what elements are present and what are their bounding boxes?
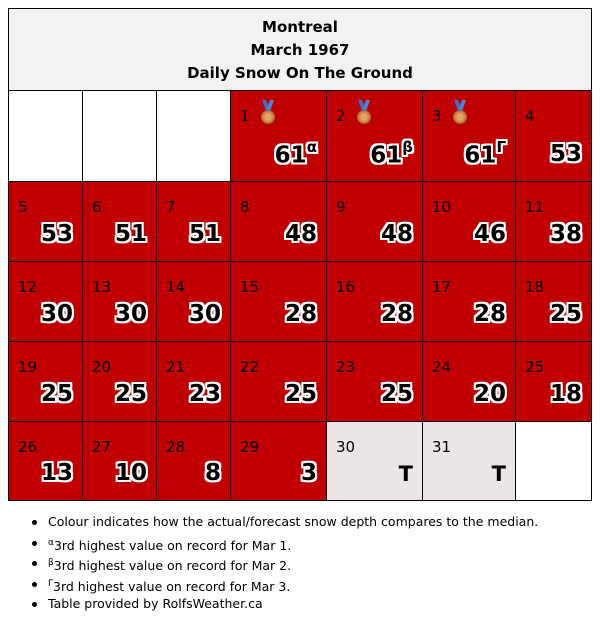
snow-depth-value	[41, 221, 73, 247]
day-number: 5	[18, 198, 28, 216]
snow-depth-value	[474, 221, 506, 247]
snow-depth-number: 18	[549, 381, 582, 407]
snow-depth-number: 25	[114, 381, 147, 407]
day-cell	[9, 342, 83, 422]
bronze-medal-icon	[447, 99, 473, 125]
day-cell	[423, 422, 516, 500]
day-cell	[157, 182, 231, 262]
snow-depth-number: 48	[284, 221, 317, 247]
snow-depth-value	[285, 301, 317, 327]
day-number: 10	[432, 198, 452, 216]
snow-depth-value	[301, 460, 317, 486]
calendar-header	[9, 9, 591, 91]
snow-depth-number: 25	[40, 381, 73, 407]
day-number: 1	[240, 107, 250, 125]
day-number: 9	[336, 198, 346, 216]
day-cell	[327, 342, 423, 422]
day-number: 13	[92, 278, 112, 296]
day-number: 2	[336, 107, 346, 125]
footnote-text: Colour indicates how the actual/forecast snow depth compares to the median.	[48, 514, 539, 529]
snow-depth-value	[381, 221, 413, 247]
snow-depth-value	[550, 221, 582, 247]
snow-depth-value	[285, 221, 317, 247]
day-number: 30	[336, 438, 356, 456]
day-cell	[9, 262, 83, 342]
day-cell	[231, 182, 327, 262]
day-cell	[423, 91, 516, 182]
footnote-text: Table provided by RolfsWeather.ca	[48, 596, 263, 611]
snow-depth-number: 53	[40, 221, 73, 247]
day-cell	[83, 182, 157, 262]
snow-depth-number: 61	[464, 143, 497, 169]
snow-depth-value	[550, 141, 582, 167]
snow-depth-value	[189, 381, 221, 407]
snow-depth-number: 23	[188, 381, 221, 407]
empty-day-cell	[157, 91, 231, 182]
day-number: 31	[432, 438, 452, 456]
snow-depth-value	[41, 381, 73, 407]
day-cell	[83, 422, 157, 500]
snow-depth-number: 10	[114, 460, 147, 486]
day-cell	[231, 342, 327, 422]
snow-depth-value	[464, 140, 506, 169]
footnote-text: 3rd highest value on record for Mar 2.	[53, 558, 292, 574]
day-number: 14	[166, 278, 186, 296]
snow-depth-value	[381, 301, 413, 327]
snow-depth-value	[115, 221, 147, 247]
day-cell	[231, 422, 327, 500]
snow-depth-number: 30	[40, 301, 73, 327]
snow-depth-value	[41, 301, 73, 327]
footnote-item	[26, 533, 586, 554]
footnote-item	[26, 553, 586, 574]
day-cell	[327, 91, 423, 182]
snow-depth-number: 30	[188, 301, 221, 327]
snow-depth-value	[550, 381, 582, 407]
snow-depth-value	[492, 462, 506, 486]
snow-depth-number: 46	[473, 221, 506, 247]
day-cell	[157, 262, 231, 342]
day-number: 8	[240, 198, 250, 216]
day-cell	[83, 342, 157, 422]
day-number: 3	[432, 107, 442, 125]
snow-depth-number: 28	[473, 301, 506, 327]
record-footnote-marker: Γ	[496, 138, 506, 157]
day-number: 7	[166, 198, 176, 216]
footnote-item	[26, 594, 586, 615]
day-cell	[83, 262, 157, 342]
snow-depth-number: 25	[284, 381, 317, 407]
day-number: 24	[432, 358, 452, 376]
day-number: 18	[525, 278, 545, 296]
day-cell	[157, 422, 231, 500]
snow-depth-value	[115, 381, 147, 407]
snow-depth-value	[399, 462, 413, 486]
footnote-text: 3rd highest value on record for Mar 3.	[53, 578, 291, 594]
empty-day-cell	[83, 91, 157, 182]
footnote-marker: α	[48, 537, 54, 548]
day-cell	[516, 182, 591, 262]
snow-depth-value	[275, 140, 317, 169]
day-number: 15	[240, 278, 260, 296]
day-cell	[327, 182, 423, 262]
day-cell	[327, 262, 423, 342]
snow-depth-number: 51	[114, 221, 147, 247]
snow-depth-number: 28	[284, 301, 317, 327]
day-number: 27	[92, 438, 112, 456]
day-cell	[423, 262, 516, 342]
snow-depth-number: 25	[549, 301, 582, 327]
footnote-item	[26, 512, 586, 533]
snow-depth-value	[474, 301, 506, 327]
snow-depth-number: 3	[300, 460, 317, 486]
day-number: 11	[525, 198, 545, 216]
snow-depth-number: 30	[114, 301, 147, 327]
snow-depth-value	[189, 221, 221, 247]
snow-depth-value	[205, 460, 221, 486]
day-number: 29	[240, 438, 260, 456]
day-cell	[423, 182, 516, 262]
snow-depth-number: 28	[380, 301, 413, 327]
snow-depth-value	[41, 460, 73, 486]
record-footnote-marker: α	[306, 138, 317, 157]
snow-depth-number: 61	[370, 143, 403, 169]
snow-depth-value	[381, 381, 413, 407]
snow-depth-number: T	[398, 462, 413, 486]
snow-depth-value	[370, 140, 413, 169]
bronze-medal-icon	[351, 99, 377, 125]
snow-calendar	[8, 8, 592, 501]
day-cell	[327, 422, 423, 500]
snow-depth-number: 25	[380, 381, 413, 407]
snow-depth-number: 48	[380, 221, 413, 247]
footnotes-list	[26, 512, 586, 615]
record-footnote-marker: β	[402, 138, 413, 157]
footnote-text: 3rd highest value on record for Mar 1.	[53, 537, 292, 553]
day-number: 22	[240, 358, 260, 376]
day-cell	[516, 262, 591, 342]
day-cell	[231, 91, 327, 182]
snow-depth-number: 53	[549, 141, 582, 167]
snow-depth-value	[285, 381, 317, 407]
snow-depth-number: 20	[473, 381, 506, 407]
day-number: 28	[166, 438, 186, 456]
day-number: 20	[92, 358, 112, 376]
empty-day-cell	[516, 422, 591, 500]
snow-depth-value	[115, 460, 147, 486]
day-cell	[516, 91, 591, 182]
day-number: 4	[525, 107, 535, 125]
empty-day-cell	[9, 91, 83, 182]
month-title: March 1967	[250, 41, 350, 59]
day-number: 16	[336, 278, 356, 296]
day-number: 23	[336, 358, 356, 376]
snow-depth-value	[550, 301, 582, 327]
snow-depth-value	[474, 381, 506, 407]
subject-title: Daily Snow On The Ground	[187, 64, 413, 82]
day-number: 21	[166, 358, 186, 376]
footnote-item	[26, 574, 586, 595]
city-title: Montreal	[262, 18, 338, 36]
bronze-medal-icon	[255, 99, 281, 125]
snow-depth-number: T	[491, 462, 506, 486]
footnote-marker: β	[48, 558, 54, 568]
day-number: 25	[525, 358, 545, 376]
day-cell	[516, 342, 591, 422]
day-cell	[157, 342, 231, 422]
snow-depth-number: 13	[40, 460, 73, 486]
day-number: 19	[18, 358, 38, 376]
day-number: 12	[18, 278, 38, 296]
snow-depth-value	[189, 301, 221, 327]
footnote-marker: Γ	[48, 578, 54, 589]
day-cell	[231, 262, 327, 342]
day-cell	[423, 342, 516, 422]
day-number: 6	[92, 198, 102, 216]
snow-depth-number: 38	[549, 221, 582, 247]
snow-depth-number: 61	[274, 143, 307, 169]
snow-depth-number: 8	[204, 460, 221, 486]
day-cell	[9, 182, 83, 262]
snow-depth-number: 51	[188, 221, 221, 247]
day-number: 17	[432, 278, 452, 296]
day-cell	[9, 422, 83, 500]
day-number: 26	[18, 438, 38, 456]
snow-depth-value	[115, 301, 147, 327]
